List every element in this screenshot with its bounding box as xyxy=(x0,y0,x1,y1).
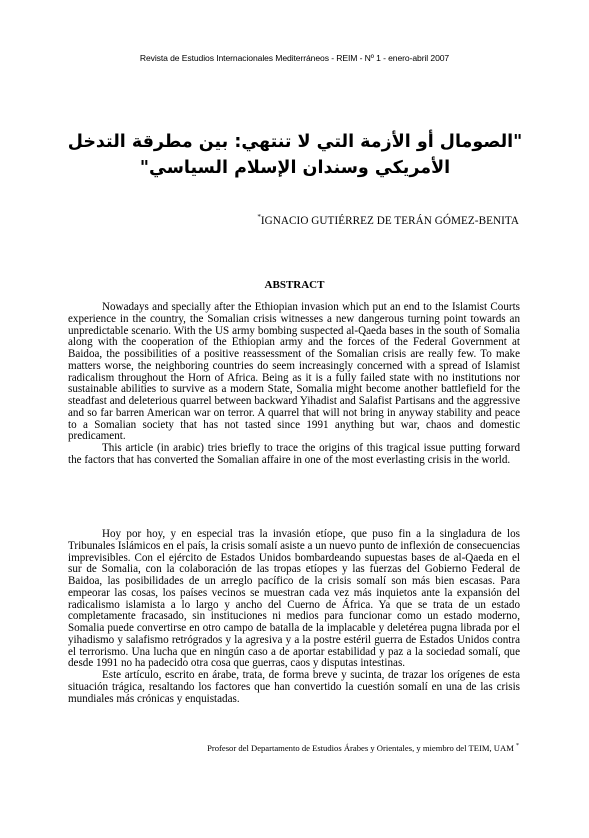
footnote-marker: * xyxy=(516,743,519,749)
abstract-paragraph: This article (in arabic) tries briefly to trace the origins of this tragical issue putting forward the factors that has converted the Somalian affaire in one of the most everlasting crisis in the world. xyxy=(68,442,520,466)
journal-running-header: Revista de Estudios Internacionales Mediterráneos - REIM - Nº 1 - enero-abril 2007 xyxy=(139,53,450,63)
author-name: IGNACIO GUTIÉRREZ DE TERÁN GÓMEZ-BENITA xyxy=(260,215,519,227)
author-footnote-marker: * xyxy=(257,213,261,221)
spanish-summary-body xyxy=(68,529,520,705)
footnote-text: Profesor del Departamento de Estudios Árabes y Orientales, y miembro del TEIM, UAM xyxy=(207,743,514,753)
abstract-body xyxy=(68,302,520,467)
author-affiliation-footnote xyxy=(207,743,519,753)
summary-paragraph: Este artículo, escrito en árabe, trata, de forma breve y sucinta, de trazar los orígenes de esta situación trágica, resaltando los factores que han convertido la cuestión somalí en una de las crisis mundiales más crónicas y enquistadas. xyxy=(68,669,520,705)
summary-paragraph: Hoy por hoy, y en especial tras la invasión etíope, que puso fin a la singladura de los Tribunales Islámicos en el país, la crisis somalí asiste a un nuevo punto de inflexión de consecuencias imprevisibles. Con el ejército de Estados Unidos bombardeando supuestas bases de al-Qaeda en el sur de Somalia, con la colaboración de las tropas etíopes y las fuerzas del Gobierno Federal de Baidoa, las posibilidades de un arreglo pacífico de la crisis somalí son más bien escasas. Para empeorar las cosas, los países vecinos se muestran cada vez más inquietos ante la expansión del radicalismo islamista a lo largo y ancho del Cuerno de África. Ya que se trata de un estado completamente fracasado, sin instituciones ni medios para funcionar como un estado moderno, Somalia puede convertirse en otro campo de batalla de la implacable y deletérea pugna librada por el yihadismo y salafismo retrógrados y la agresiva y a la postre estéril guerra de Estados Unidos contra el terrorismo. Una lucha que en ningún caso a de aportar estabilidad y paz a la sociedad somalí, que desde 1991 no ha padecido otra cosa que guerras, caos y disputas intestinas. xyxy=(68,528,520,670)
article-title-arabic: "الصومال أو الأزمة التي لا تنتهي: بين مطرقة التدخل الأمريكي وسندان الإسلام السياسي" xyxy=(67,132,523,178)
abstract-heading: ABSTRACT xyxy=(264,279,325,291)
author-line xyxy=(257,213,519,227)
abstract-paragraph: Nowadays and specially after the Ethiopian invasion which put an end to the Islamist Courts experience in the country, the Somalian crisis witnesses a new dangerous turning point towards an unpredictable scenario. With the US army bombing suspected al-Qaeda bases in the south of Somalia along with the cooperation of the Ethiopian army and the forces of the Federal Government at Baidoa, the possibilities of a positive reassessment of the Somalian crisis are really few. To make matters worse, the neighboring countries do seem increasingly concerned with a spread of Islamist radicalism throughout the Horn of Africa. Being as it is a fully failed state with no institutions nor sustainable abilities to survive as a modern State, Somalia might become another battlefield for the steadfast and deleterious quarrel between backward Yihadist and Salafist Partisans and the aggressive and so far barren American war on terror. A quarrel that will not bring in anyway stability and peace to a Somalian society that has not tasted since 1991 anything but war, chaos and domestic predicament. xyxy=(68,301,520,443)
